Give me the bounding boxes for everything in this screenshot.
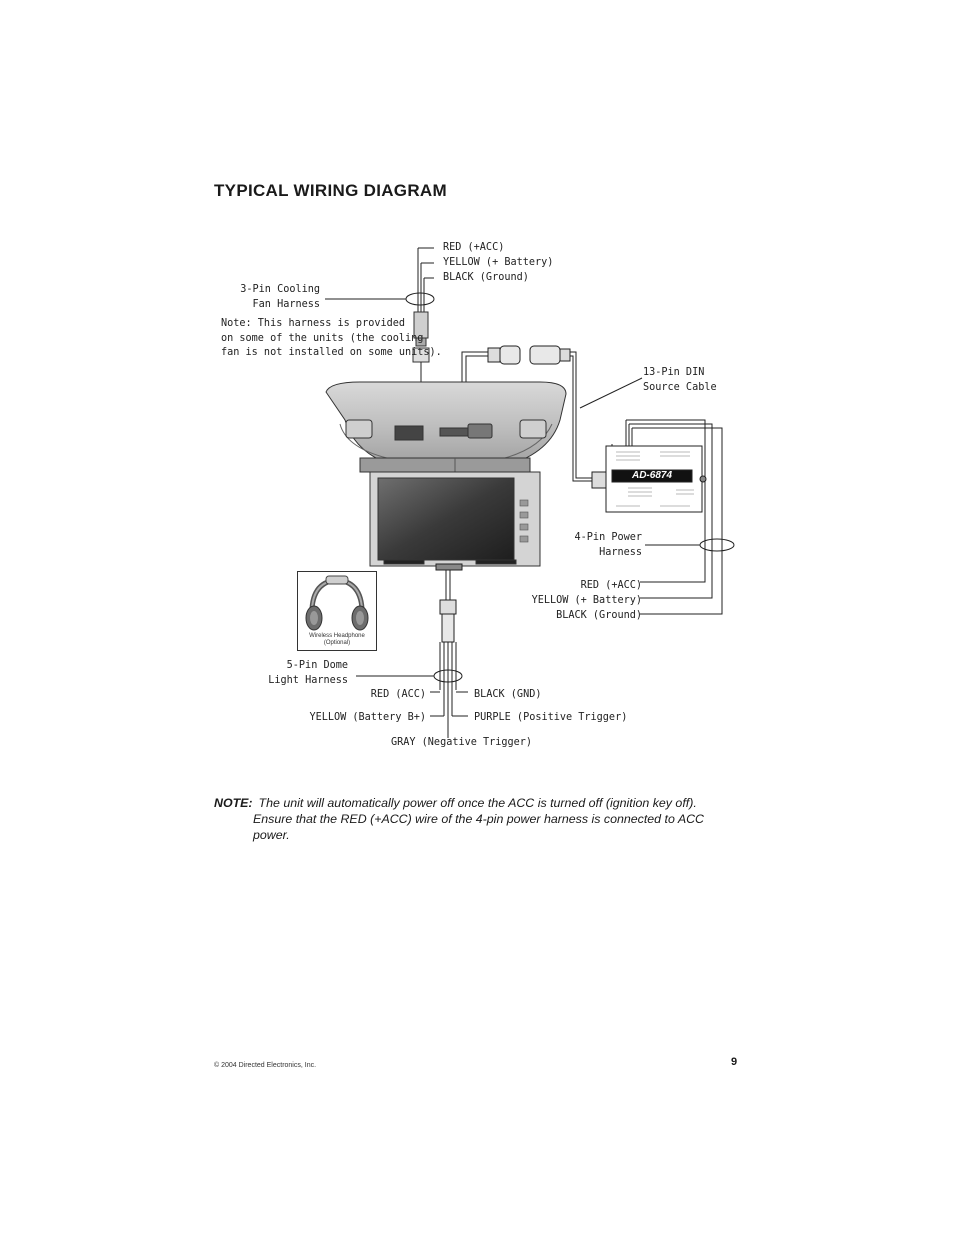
din-cable-label-1: 13-Pin DIN bbox=[643, 367, 705, 378]
cooling-note-line-1: Note: This harness is provided bbox=[221, 318, 406, 329]
wireless-headphone bbox=[297, 571, 377, 651]
ignition-note bbox=[214, 795, 744, 843]
din-cable-label-2: Source Cable bbox=[643, 382, 717, 393]
power-harness-label-1: 4-Pin Power bbox=[574, 532, 642, 543]
page-title: TYPICAL WIRING DIAGRAM bbox=[214, 181, 447, 200]
fan-wire-red: RED (+ACC) bbox=[443, 242, 505, 253]
page-number: 9 bbox=[731, 1056, 738, 1068]
cooling-note-line-3: fan is not installed on some units). bbox=[221, 347, 442, 358]
copyright-footer: © 2004 Directed Electronics, Inc. bbox=[214, 1062, 317, 1069]
fan-wire-black: BLACK (Ground) bbox=[443, 272, 529, 283]
headphone-caption-line-1: Wireless Headphone bbox=[309, 633, 365, 639]
power-harness-label-2: Harness bbox=[599, 547, 642, 558]
power-wire-yellow: YELLOW (+ Battery) bbox=[531, 595, 642, 606]
dome-harness-label-1: 5-Pin Dome bbox=[286, 660, 348, 671]
headphone-caption-line-2: (Optional) bbox=[323, 640, 351, 646]
monitor-housing bbox=[326, 382, 566, 566]
fan-wire-yellow: YELLOW (+ Battery) bbox=[443, 257, 554, 268]
headphone-icon bbox=[298, 572, 376, 634]
power-wire-red: RED (+ACC) bbox=[580, 580, 642, 591]
fan-harness bbox=[325, 248, 434, 382]
adapter-model-label: AD-6874 bbox=[631, 470, 673, 481]
dome-wire-purple: PURPLE (Positive Trigger) bbox=[474, 712, 628, 723]
dome-harness-label-2: Light Harness bbox=[268, 675, 348, 686]
note-heading: NOTE: bbox=[214, 796, 253, 810]
cooling-harness-label-1: 3-Pin Cooling bbox=[240, 284, 320, 295]
dome-wire-yellow: YELLOW (Battery B+) bbox=[309, 712, 426, 723]
cooling-harness-label-2: Fan Harness bbox=[252, 299, 320, 310]
dome-wire-red: RED (ACC) bbox=[370, 689, 426, 700]
power-wire-black: BLACK (Ground) bbox=[556, 610, 642, 621]
note-line-2: Ensure that the RED (+ACC) wire of the 4-pin power harness is connected to ACC power. bbox=[253, 812, 704, 842]
dome-wire-gray: GRAY (Negative Trigger) bbox=[391, 737, 533, 748]
cooling-note-line-2: on some of the units (the cooling bbox=[221, 333, 424, 344]
note-line-1: The unit will automatically power off once the ACC is turned off (ignition key off). bbox=[258, 796, 697, 810]
dome-wire-black: BLACK (GND) bbox=[474, 689, 542, 700]
